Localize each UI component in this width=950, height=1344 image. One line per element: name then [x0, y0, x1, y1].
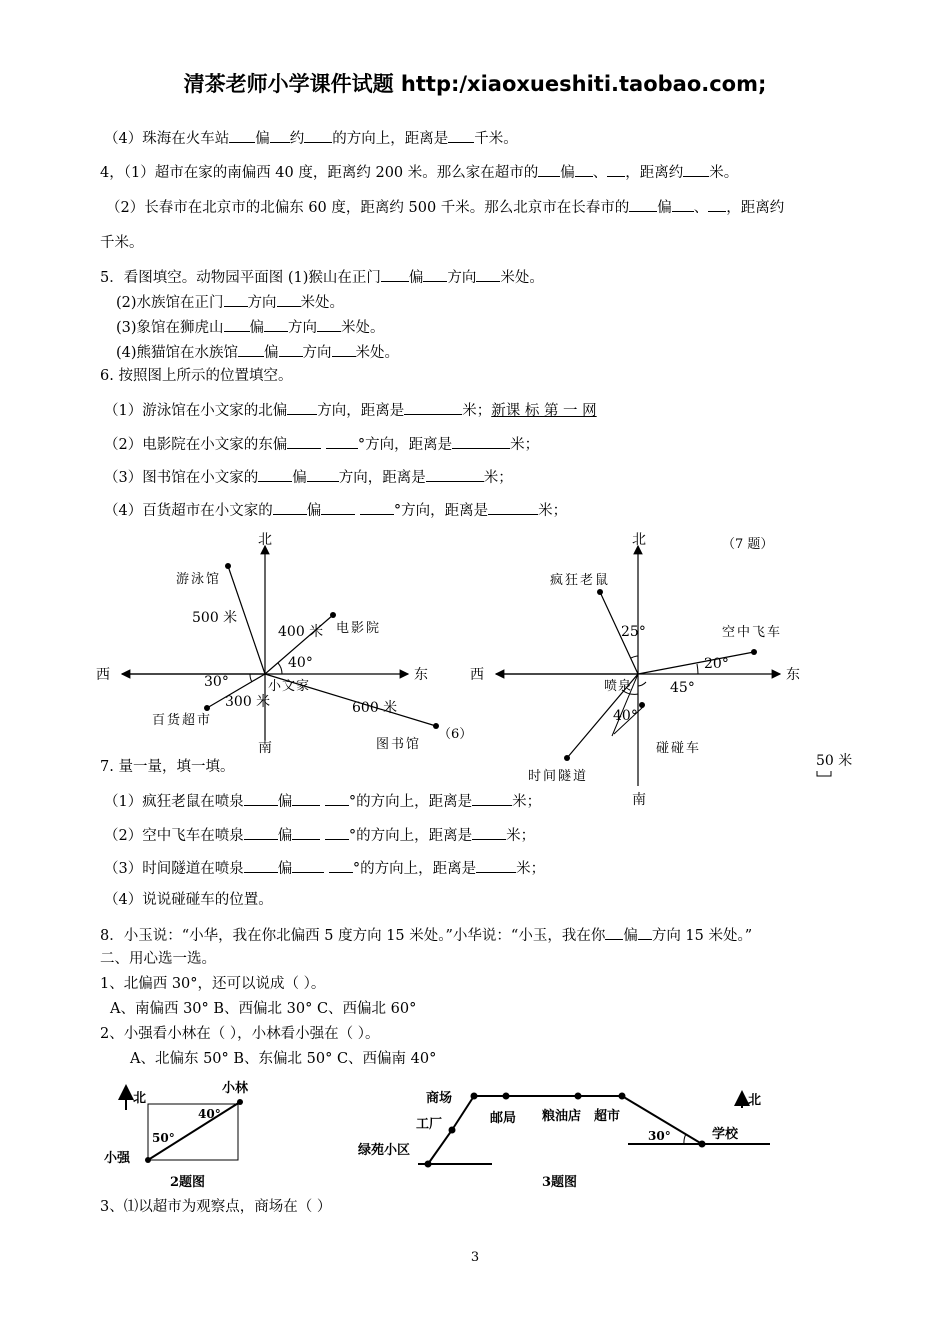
text: 偏 — [623, 928, 638, 944]
blank — [292, 858, 324, 873]
blank — [629, 197, 657, 212]
mc-2-question: 2、小强看小林在（ ），小林看小强在（ ）。 — [100, 1026, 380, 1042]
text: 方向 — [247, 295, 277, 311]
angle-arc — [684, 1134, 686, 1144]
figure-7-compass — [466, 528, 853, 808]
market-point — [619, 1093, 626, 1100]
school-point — [699, 1141, 706, 1148]
angle-arc — [278, 663, 282, 674]
bumper-label: 碰碰车 — [656, 741, 702, 756]
text: 5．看图填空。动物园平面图 (1)猴山在正门 — [100, 270, 381, 286]
q4-2-line — [106, 197, 784, 217]
text: °的方向上，距离是 — [348, 828, 473, 844]
sky-point — [751, 649, 757, 655]
scale-bar — [817, 771, 831, 776]
blank — [381, 267, 409, 282]
market-label: 百货超市 — [152, 713, 213, 728]
xiaoqiang-label: 小强 — [104, 1151, 131, 1166]
blank — [708, 197, 726, 212]
text: 的方向上，距离是 — [332, 131, 449, 147]
blank — [605, 925, 623, 940]
text: 方向 — [302, 345, 332, 361]
figure-caption: 2题图 — [170, 1175, 206, 1190]
sky-label: 空中飞车 — [722, 625, 783, 640]
blank — [325, 825, 349, 840]
blank — [476, 267, 500, 282]
text: 米。 — [709, 165, 739, 181]
blank — [448, 128, 474, 143]
q6-title: 6. 按照图上所示的位置填空。 — [100, 368, 293, 384]
text: 偏 — [408, 270, 424, 286]
text: （4）百货超市在小文家的 — [104, 503, 273, 519]
text: 偏 — [277, 794, 293, 810]
blank — [273, 500, 307, 515]
text: 米； — [510, 437, 540, 453]
xiaoqiang-point — [145, 1157, 151, 1163]
q4-2-line-cont: 千米。 — [100, 235, 144, 251]
text: 方向 15 米处。” — [651, 928, 753, 944]
blank — [360, 500, 394, 515]
east-label: 东 — [414, 667, 428, 683]
blank — [307, 467, 339, 482]
text: 偏 — [560, 165, 575, 181]
text: 偏 — [657, 200, 672, 216]
mall-label: 商场 — [426, 1091, 453, 1106]
text: 米处。 — [500, 270, 544, 286]
factory-point — [449, 1127, 456, 1134]
blank — [683, 162, 709, 177]
text: (3)象馆在狮虎山 — [116, 320, 224, 336]
q4-1-line — [100, 162, 738, 182]
blank — [325, 791, 349, 806]
blank — [488, 500, 538, 515]
blank — [472, 791, 512, 806]
text: 千米。 — [474, 131, 518, 147]
text: °方向，距离是 — [357, 437, 453, 453]
school-label: 学校 — [712, 1127, 739, 1142]
q5-4-line — [116, 342, 399, 362]
tunnel-point — [564, 755, 570, 761]
text: （2）长春市在北京市的北偏东 60 度，距离约 500 千米。那么北京市在长春市的 — [106, 200, 630, 216]
mc-1-options: A、南偏西 30° B、西偏北 30° C、西偏北 60° — [110, 1001, 417, 1017]
blank — [244, 791, 278, 806]
q7-1-line — [104, 791, 541, 811]
angle-arc — [250, 674, 252, 682]
text: 偏 — [277, 861, 293, 877]
text: °方向，距离是 — [393, 503, 489, 519]
q5-3-line — [116, 317, 385, 337]
text: (4)熊猫馆在水族馆 — [116, 345, 239, 361]
blank — [292, 791, 320, 806]
market-distance: 300 米 — [225, 694, 271, 710]
blank — [423, 267, 447, 282]
angle-arc — [697, 664, 698, 674]
fountain-label: 喷泉 — [604, 679, 633, 694]
blank — [638, 925, 652, 940]
angle20-label: 20° — [704, 656, 729, 672]
text: （2）电影院在小文家的东偏 — [104, 437, 288, 453]
q6-3-line — [104, 467, 513, 487]
angle45-label: 45° — [670, 680, 695, 696]
cinema-point — [330, 612, 336, 618]
north-label: 北 — [258, 532, 272, 548]
blank — [452, 434, 510, 449]
mc-1-question: 1、北偏西 30°，还可以说成（ ）。 — [100, 976, 326, 992]
text: 8．小玉说：“小华，我在你北偏西 5 度方向 15 米处。”小华说：“小玉，我在你 — [100, 928, 606, 944]
blank — [229, 128, 255, 143]
post-label: 邮局 — [490, 1111, 517, 1126]
mall-point — [471, 1093, 478, 1100]
blank — [575, 162, 593, 177]
blank — [321, 500, 355, 515]
angle25-label: 25° — [621, 624, 646, 640]
east-label: 东 — [786, 667, 800, 683]
text: 米； — [516, 861, 546, 877]
west-label: 西 — [96, 667, 110, 683]
swim-label: 游泳馆 — [176, 572, 222, 587]
text: （3）时间隧道在喷泉 — [104, 861, 244, 877]
tunnel-label: 时间隧道 — [528, 769, 589, 784]
text: °的方向上，距离是 — [348, 794, 473, 810]
blank — [238, 342, 264, 357]
q5-line — [100, 267, 544, 287]
text: 方向 — [447, 270, 477, 286]
q6-4-line — [104, 500, 567, 520]
text: 米； — [462, 403, 492, 419]
text: 米； — [483, 470, 513, 486]
mouse-point — [597, 589, 603, 595]
blank — [672, 197, 694, 212]
angle30-label: 30° — [204, 674, 229, 690]
q7-2-line — [104, 825, 535, 845]
scale-label: 50 米 — [816, 753, 853, 769]
angle40-label: 40° — [288, 655, 313, 671]
text: 米； — [506, 828, 536, 844]
text: （1）游泳馆在小文家的北偏 — [104, 403, 288, 419]
text: 米； — [538, 503, 568, 519]
blank — [287, 434, 321, 449]
library-ray — [265, 674, 436, 726]
cinema-distance: 400 米 — [278, 624, 324, 640]
blank — [476, 858, 516, 873]
q7-3-line — [104, 858, 545, 878]
blank — [244, 858, 278, 873]
text: 米； — [512, 794, 542, 810]
q7-4-line: （4）说说碰碰车的位置。 — [104, 892, 273, 908]
figure-caption: （7 题） — [722, 537, 774, 552]
north-label: 北 — [748, 1093, 762, 1108]
figure-2 — [100, 1078, 300, 1198]
blank — [277, 292, 301, 307]
cinema-label: 电影院 — [336, 621, 382, 636]
q6-1-line — [104, 400, 597, 420]
post-point — [503, 1093, 510, 1100]
blank — [292, 825, 320, 840]
q6-2-line — [104, 434, 539, 454]
figure-3 — [356, 1078, 786, 1198]
text: °的方向上，距离是 — [352, 861, 477, 877]
text: 、 — [592, 165, 608, 181]
text: 偏 — [264, 345, 279, 361]
mouse-label: 疯狂老鼠 — [550, 573, 611, 588]
swim-distance: 500 米 — [192, 610, 238, 626]
text: 、 — [693, 200, 709, 216]
library-label: 图书馆 — [376, 737, 422, 752]
text: 米处。 — [355, 345, 400, 361]
south-label: 南 — [632, 792, 646, 808]
blank — [329, 858, 353, 873]
angle40-label: 40° — [613, 708, 638, 724]
text: 米处。 — [341, 320, 385, 336]
text: 偏 — [277, 828, 293, 844]
page-header: 清茶老师小学课件试题 http:/xiaoxueshiti.taobao.com; — [183, 72, 767, 96]
text: ，距离约 — [726, 200, 785, 216]
text: 偏 — [292, 470, 307, 486]
market-label: 超市 — [594, 1109, 621, 1124]
text: 方向，距离是 — [338, 470, 426, 486]
q7-title: 7. 量一量，填一填。 — [100, 759, 235, 775]
blank — [270, 128, 290, 143]
figure-caption: （6） — [438, 727, 473, 742]
blank — [264, 317, 288, 332]
angle40-label: 40° — [198, 1107, 221, 1121]
blank — [317, 317, 341, 332]
blank — [279, 342, 303, 357]
sky-ray — [638, 652, 754, 674]
angle50-label: 50° — [152, 1131, 175, 1145]
blank — [224, 292, 248, 307]
bumper-point — [639, 702, 645, 708]
text: 约 — [289, 131, 305, 147]
blank — [426, 467, 484, 482]
figure-caption: 3题图 — [542, 1175, 578, 1190]
angle30-label: 30° — [648, 1129, 671, 1143]
community-point — [425, 1161, 432, 1168]
angle-arc — [638, 682, 646, 686]
blank — [244, 825, 278, 840]
home-label: 小文家 — [268, 679, 311, 694]
community-label: 绿苑小区 — [358, 1143, 411, 1158]
factory-label: 工厂 — [416, 1117, 443, 1132]
south-label: 南 — [258, 740, 272, 756]
text: 4，（1）超市在家的南偏西 40 度，距离约 200 米。那么家在超市的 — [100, 165, 539, 181]
blank — [224, 317, 250, 332]
library-distance: 600 米 — [352, 700, 398, 716]
text: 方向 — [288, 320, 318, 336]
text: (2)水族馆在正门 — [116, 295, 224, 311]
blank — [326, 434, 358, 449]
text: ，距离约 — [625, 165, 684, 181]
text: 偏 — [306, 503, 322, 519]
grain-label: 粮油店 — [542, 1109, 582, 1124]
text: （4）珠海在火车站 — [104, 131, 230, 147]
blank — [404, 400, 462, 415]
text: （3）图书馆在小文家的 — [104, 470, 259, 486]
swim-point — [225, 563, 231, 569]
text: 偏 — [249, 320, 265, 336]
blank — [258, 467, 292, 482]
q5-2-line — [116, 292, 344, 312]
xiaolin-label: 小林 — [222, 1081, 249, 1096]
grain-point — [575, 1093, 582, 1100]
section-2-title: 二、用心选一选。 — [100, 951, 216, 967]
xiaolin-point — [237, 1099, 243, 1105]
north-label: 北 — [632, 532, 646, 548]
blank — [287, 400, 317, 415]
blank — [472, 825, 506, 840]
angle-arc — [631, 656, 638, 658]
text: （1）疯狂老鼠在喷泉 — [104, 794, 244, 810]
blank — [538, 162, 560, 177]
blank — [304, 128, 332, 143]
text: 方向，距离是 — [317, 403, 405, 419]
text: （2）空中飞车在喷泉 — [104, 828, 244, 844]
site-watermark-text: 新课 标 第 一 网 — [491, 403, 597, 419]
text: 偏 — [255, 131, 270, 147]
mc-2-options: A、北偏东 50° B、东偏北 50° C、西偏南 40° — [130, 1051, 437, 1067]
north-label: 北 — [133, 1091, 147, 1106]
q3-4-line — [104, 128, 518, 148]
text: 米处。 — [300, 295, 345, 311]
page-number: 3 — [470, 1250, 480, 1265]
blank — [332, 342, 356, 357]
q8-line — [100, 925, 752, 945]
west-label: 西 — [470, 667, 484, 683]
market-point — [204, 705, 210, 711]
blank — [607, 162, 625, 177]
mc-3-question: 3、⑴以超市为观察点，商场在（ ） — [100, 1199, 332, 1215]
